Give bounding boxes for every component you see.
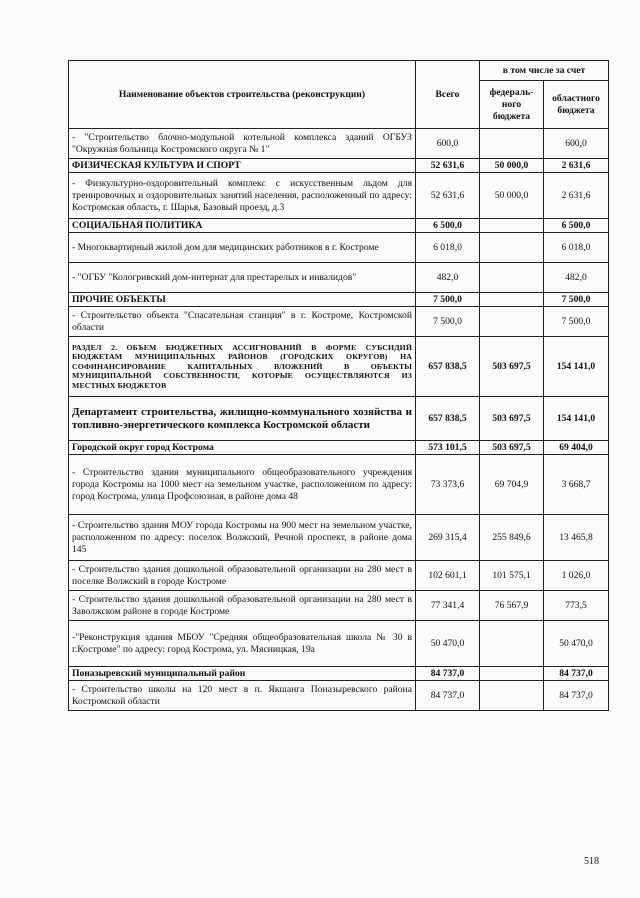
row-name: - Строительство здания МОУ города Костромы на 900 мест на земельном участке, расположенном по адресу: поселок Волжский, Речной проспект, в районе дома 145 <box>69 515 416 561</box>
row-total: 52 631,6 <box>416 159 480 173</box>
row-total: 77 341,4 <box>416 591 480 621</box>
row-regional: 154 141,0 <box>544 397 609 441</box>
header-including: в том числе за счет <box>480 61 609 81</box>
row-federal: 101 575,1 <box>480 561 544 591</box>
table-row <box>69 561 609 591</box>
page-number: 518 <box>584 856 599 867</box>
budget-table <box>68 60 609 711</box>
row-federal: 255 849,6 <box>480 515 544 561</box>
row-name: - Строительство здания муниципального общеобразовательного учреждения города Костромы на 1000 мест на земельном участке, расположенном по адресу: город Кострома, улица Профсоюзная, в районе дома 48 <box>69 455 416 515</box>
section-row <box>69 219 609 233</box>
row-total: 50 470,0 <box>416 621 480 667</box>
table-row <box>69 591 609 621</box>
row-total: 482,0 <box>416 263 480 293</box>
row-regional: 2 631,6 <box>544 173 609 219</box>
row-regional: 3 668,7 <box>544 455 609 515</box>
row-federal: 50 000,0 <box>480 159 544 173</box>
row-name: - Строительство здания дошкольной образовательной организации на 280 мест в поселке Волжский в городе Костроме <box>69 561 416 591</box>
row-total: 269 315,4 <box>416 515 480 561</box>
table-row <box>69 307 609 337</box>
row-regional: 2 631,6 <box>544 159 609 173</box>
budget-table-sheet <box>68 60 608 711</box>
row-federal <box>480 621 544 667</box>
row-total: 657 838,5 <box>416 337 480 397</box>
row-name: - Многоквартирный жилой дом для медицинских работников в г. Костроме <box>69 233 416 263</box>
row-federal <box>480 307 544 337</box>
row-total: 73 373,6 <box>416 455 480 515</box>
row-name: Поназыревский муниципальный район <box>69 667 416 681</box>
table-row <box>69 681 609 711</box>
row-federal: 503 697,5 <box>480 441 544 455</box>
row-total: 7 500,0 <box>416 307 480 337</box>
row-total: 6 500,0 <box>416 219 480 233</box>
row-total: 84 737,0 <box>416 681 480 711</box>
header-total: Всего <box>416 61 480 129</box>
row-name: Департамент строительства, жилищно-коммунального хозяйства и топливно-энергетического комплекса Костромской области <box>69 397 416 441</box>
row-total: 6 018,0 <box>416 233 480 263</box>
row-regional: 600,0 <box>544 129 609 159</box>
section-row <box>69 293 609 307</box>
row-federal <box>480 667 544 681</box>
row-federal: 503 697,5 <box>480 337 544 397</box>
row-total: 573 101,5 <box>416 441 480 455</box>
row-name: СОЦИАЛЬНАЯ ПОЛИТИКА <box>69 219 416 233</box>
row-federal <box>480 219 544 233</box>
row-total: 52 631,6 <box>416 173 480 219</box>
row-regional: 482,0 <box>544 263 609 293</box>
row-regional: 69 404,0 <box>544 441 609 455</box>
row-regional: 7 500,0 <box>544 307 609 337</box>
row-name: - "Строительство блочно-модульной котельной комплекса зданий ОГБУЗ "Окружная больница Костромского округа № 1" <box>69 129 416 159</box>
section-row <box>69 159 609 173</box>
row-name: - Строительство здания дошкольной образовательной организации на 280 мест в Заволжском районе в городе Костроме <box>69 591 416 621</box>
row-regional: 154 141,0 <box>544 337 609 397</box>
row-federal <box>480 293 544 307</box>
table-row <box>69 129 609 159</box>
row-name: Городской округ город Кострома <box>69 441 416 455</box>
row-name: - "ОГБУ "Кологривский дом-интернат для престарелых и инвалидов" <box>69 263 416 293</box>
row-federal <box>480 233 544 263</box>
table-row <box>69 233 609 263</box>
table-row <box>69 455 609 515</box>
row-regional: 50 470,0 <box>544 621 609 667</box>
table-row <box>69 173 609 219</box>
row-name: РАЗДЕЛ 2. ОБЪЕМ БЮДЖЕТНЫХ АССИГНОВАНИЙ В ФОРМЕ СУБСИДИЙ БЮДЖЕТАМ МУНИЦИПАЛЬНЫХ РАЙОНОВ (ГОРОДСКИХ ОКРУГОВ) НА СОФИНАНСИРОВАНИЕ КАПИТАЛЬНЫХ ВЛОЖЕНИЙ В ОБЪЕКТЫ МУНИЦИПАЛЬНОЙ СОБСТВЕННОСТИ, КОТОРЫЕ ОСУЩЕСТВЛЯЮТСЯ ИЗ МЕСТНЫХ БЮДЖЕТОВ <box>69 337 416 397</box>
section-row <box>69 667 609 681</box>
section-row <box>69 441 609 455</box>
table-row <box>69 263 609 293</box>
row-regional: 6 018,0 <box>544 233 609 263</box>
row-federal <box>480 681 544 711</box>
row-regional: 7 500,0 <box>544 293 609 307</box>
header-regional: областного бюджета <box>544 81 609 129</box>
dept-row <box>69 397 609 441</box>
razdel-row <box>69 337 609 397</box>
row-federal: 50 000,0 <box>480 173 544 219</box>
row-total: 600,0 <box>416 129 480 159</box>
row-name: - Физкультурно-оздоровительный комплекс с искусственным льдом для тренировочных и оздоровительных занятий населения, расположенный по адресу: Костромская область, г. Шарья, Базовый проезд, д.3 <box>69 173 416 219</box>
row-federal: 503 697,5 <box>480 397 544 441</box>
header-name: Наименование объектов строительства (реконструкции) <box>69 61 416 129</box>
row-total: 657 838,5 <box>416 397 480 441</box>
table-row <box>69 621 609 667</box>
row-regional: 84 737,0 <box>544 667 609 681</box>
row-federal <box>480 263 544 293</box>
row-name: -"Реконструкция здания МБОУ "Средняя общеобразовательная школа № 30 в г.Костроме" по адресу: город Кострома, ул. Мясницкая, 19а <box>69 621 416 667</box>
row-federal <box>480 129 544 159</box>
row-name: - Строительство объекта "Спасательная станция" в г. Костроме, Костромской области <box>69 307 416 337</box>
table-row <box>69 515 609 561</box>
row-name: ФИЗИЧЕСКАЯ КУЛЬТУРА И СПОРТ <box>69 159 416 173</box>
row-total: 102 601,1 <box>416 561 480 591</box>
row-total: 84 737,0 <box>416 667 480 681</box>
row-name: - Строительство школы на 120 мест в п. Якшанга Поназыревского района Костромской области <box>69 681 416 711</box>
row-regional: 773,5 <box>544 591 609 621</box>
header-federal: федераль- ного бюджета <box>480 81 544 129</box>
row-regional: 6 500,0 <box>544 219 609 233</box>
row-regional: 13 465,8 <box>544 515 609 561</box>
row-name: ПРОЧИЕ ОБЪЕКТЫ <box>69 293 416 307</box>
row-federal: 69 704,9 <box>480 455 544 515</box>
row-regional: 1 026,0 <box>544 561 609 591</box>
row-federal: 76 567,9 <box>480 591 544 621</box>
row-total: 7 500,0 <box>416 293 480 307</box>
row-regional: 84 737,0 <box>544 681 609 711</box>
